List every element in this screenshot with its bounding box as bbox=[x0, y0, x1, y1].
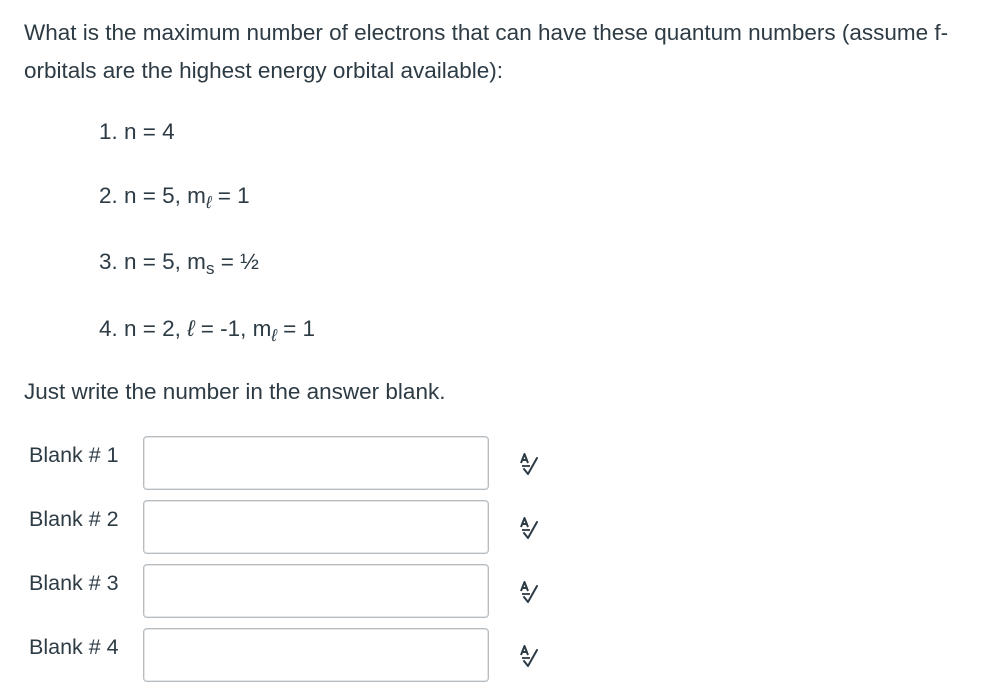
item-4-prefix: 4. n = 2, bbox=[99, 316, 188, 341]
blank-row-4 bbox=[0, 628, 992, 684]
blank-label-4: Blank # 4 bbox=[29, 635, 119, 659]
item-3-prefix: 3. n = 5, m bbox=[99, 249, 206, 274]
blank-input-3[interactable] bbox=[143, 564, 489, 618]
item-4-ell: ℓ bbox=[187, 316, 195, 341]
blank-input-2[interactable] bbox=[143, 500, 489, 554]
blank-row-1 bbox=[0, 436, 992, 492]
blank-input-1[interactable] bbox=[143, 436, 489, 490]
item-2-prefix: 2. n = 5, m bbox=[99, 183, 206, 208]
item-2-subscript: ℓ bbox=[205, 193, 212, 212]
spellcheck-icon[interactable] bbox=[515, 514, 543, 542]
item-3-suffix: = ½ bbox=[214, 249, 259, 274]
spellcheck-icon[interactable] bbox=[515, 642, 543, 670]
blank-label-3: Blank # 3 bbox=[29, 571, 119, 595]
item-3-subscript: s bbox=[205, 259, 215, 278]
list-item-2 bbox=[99, 181, 250, 213]
blank-row-3 bbox=[0, 564, 992, 620]
instruction-text: Just write the number in the answer blank. bbox=[24, 379, 446, 404]
blank-input-4[interactable] bbox=[143, 628, 489, 682]
list-item-4 bbox=[99, 314, 315, 346]
blank-label-1: Blank # 1 bbox=[29, 443, 119, 467]
list-item-1 bbox=[99, 117, 175, 147]
item-2-suffix: = 1 bbox=[211, 183, 250, 208]
item-4-suffix: = 1 bbox=[276, 316, 316, 341]
question-text: What is the maximum number of electrons that can have these quantum numbers (assume f-orbitals are the highest energy orbital available): bbox=[24, 20, 949, 83]
item-4-mid: = -1, m bbox=[194, 316, 272, 341]
item-4-subscript: ℓ bbox=[271, 326, 277, 345]
blank-label-2: Blank # 2 bbox=[29, 507, 119, 531]
spellcheck-icon[interactable] bbox=[515, 450, 543, 478]
list-item-3 bbox=[99, 247, 259, 279]
spellcheck-icon[interactable] bbox=[515, 578, 543, 606]
blank-row-2 bbox=[0, 500, 992, 556]
item-1-text: 1. n = 4 bbox=[99, 119, 175, 144]
